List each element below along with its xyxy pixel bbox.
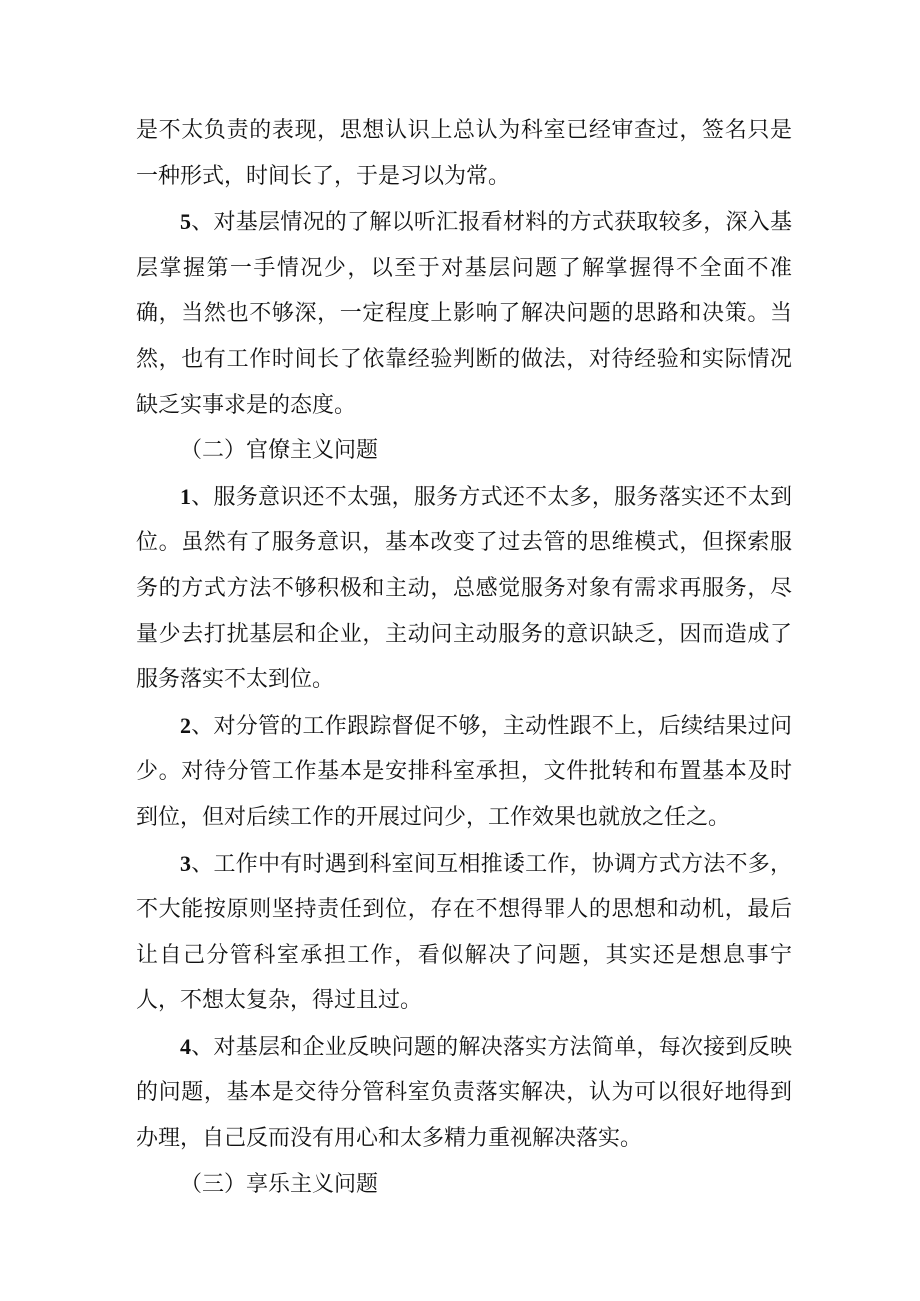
heading-text: （三）享乐主义问题 (180, 1171, 379, 1197)
item-number: 5 (180, 209, 191, 235)
paragraph-text: 、工作中有时遇到科室间互相推诿工作，协调方式方法不多，不大能按原则坚持责任到位，存在不想得罪人的思想和动机，最后让自己分管科室承担工作，看似解决了问题，其实还是想息事宁人，不想太复杂，得过且过。 (136, 851, 792, 1014)
item-number: 3 (180, 850, 191, 876)
paragraph-text: 是不太负责的表现，思想认识上总认为科室已经审查过，签名只是一种形式，时间长了，于是习以为常。 (136, 118, 792, 189)
paragraph-item-4 (136, 1024, 792, 1162)
paragraph-item-2 (136, 703, 792, 841)
item-number: 1 (180, 483, 191, 509)
section-heading-3 (136, 1162, 792, 1208)
paragraph-text: 、对基层和企业反映问题的解决落实方法简单，每次接到反映的问题，基本是交待分管科室负责落实解决，认为可以很好地得到办理，自己反而没有用心和太多精力重视解决落实。 (136, 1034, 792, 1152)
paragraph-item-3 (136, 841, 792, 1024)
paragraph-text: 、对分管的工作跟踪督促不够，主动性跟不上，后续结果过问少。对待分管工作基本是安排科室承担，文件批转和布置基本及时到位，但对后续工作的开展过问少，工作效果也就放之任之。 (136, 713, 792, 830)
paragraph-item-1 (136, 474, 792, 703)
section-heading-2 (136, 428, 792, 474)
paragraph-continued (136, 108, 792, 199)
document-body (136, 108, 792, 1207)
heading-text: （二）官僚主义问题 (180, 438, 379, 464)
paragraph-text: 、服务意识还不太强，服务方式还不太多，服务落实还不太到位。虽然有了服务意识，基本改变了过去管的思维模式，但探索服务的方式方法不够积极和主动，总感觉服务对象有需求再服务，尽量少去打扰基层和企业，主动问主动服务的意识缺乏，因而造成了服务落实不太到位。 (136, 484, 792, 693)
paragraph-text: 、对基层情况的了解以听汇报看材料的方式获取较多，深入基层掌握第一手情况少，以至于对基层问题了解掌握得不全面不准确，当然也不够深，一定程度上影响了解决问题的思路和决策。当然，也有工作时间长了依靠经验判断的做法，对待经验和实际情况缺乏实事求是的态度。 (136, 210, 792, 418)
item-number: 4 (180, 1033, 191, 1059)
paragraph-item-5 (136, 199, 792, 428)
item-number: 2 (180, 712, 191, 738)
